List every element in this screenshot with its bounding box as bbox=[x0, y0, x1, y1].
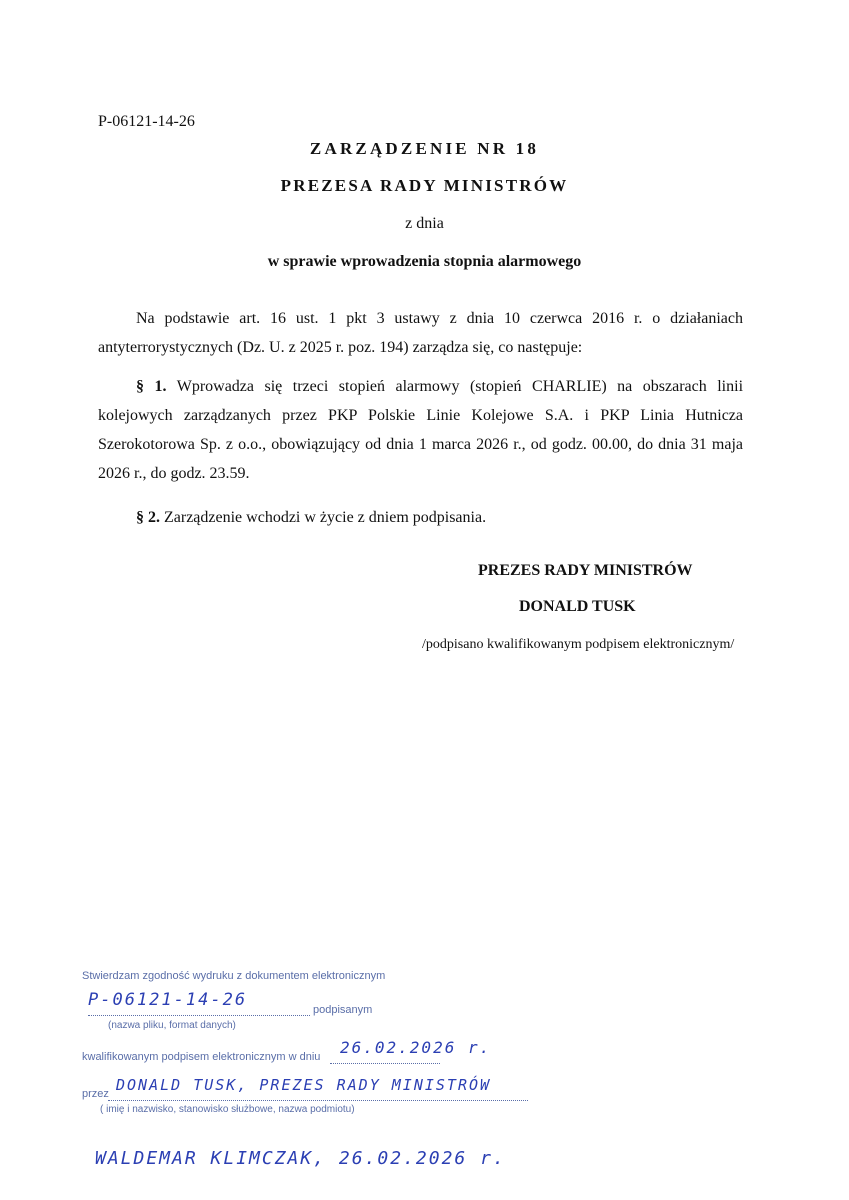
signature-note: /podpisano kwalifikowanym podpisem elektronicznym/ bbox=[422, 637, 735, 652]
stamp-signer-caption: ( imię i nazwisko, stanowisko służbowe, nazwa podmiotu) bbox=[100, 1104, 355, 1115]
section-2-text: Zarządzenie wchodzi w życie z dniem podpisania. bbox=[164, 509, 487, 526]
stamp-qualified-signature-label: kwalifikowanym podpisem elektronicznym w dniu bbox=[82, 1051, 321, 1063]
signatory-name: DONALD TUSK bbox=[519, 598, 636, 615]
document-reference-number: P-06121-14-26 bbox=[98, 113, 195, 130]
stamp-handwritten-file-name: P-06121-14-26 bbox=[88, 990, 248, 1010]
stamp-handwritten-date: 26.02.2026 r. bbox=[340, 1038, 492, 1057]
stamp-file-caption: (nazwa pliku, format danych) bbox=[108, 1020, 236, 1031]
stamp-by-label: przez bbox=[82, 1088, 109, 1100]
stamp-date-dotted-line bbox=[330, 1063, 440, 1064]
document-date-line: z dnia bbox=[405, 215, 444, 232]
document-title: ZARZĄDZENIE NR 18 bbox=[309, 139, 540, 158]
section-2-marker: § 2. bbox=[136, 509, 160, 526]
legal-basis-paragraph: Na podstawie art. 16 ust. 1 pkt 3 ustawy z dnia 10 czerwca 2016 r. o działaniach antyterrorystycznych (Dz. U. z 2025 r. poz. 194) zarządza się, co następuje: bbox=[98, 310, 743, 356]
stamp-file-dotted-line bbox=[88, 1015, 310, 1016]
document-issuer: PREZESA RADY MINISTRÓW bbox=[280, 176, 569, 195]
section-1-marker: § 1. bbox=[136, 378, 167, 395]
section-1-paragraph bbox=[98, 372, 743, 488]
section-1-text: Wprowadza się trzeci stopień alarmowy (stopień CHARLIE) na obszarach linii kolejowych zarządzanych przez PKP Polskie Linie Kolejowe S.A. i PKP Linia Hutnicza Szerokotorowa Sp. z o.o., obowiązujący od dnia 1 marca 2026 r., od godz. 00.00, do dnia 31 maja 2026 r., do godz. 23.59. bbox=[98, 378, 744, 482]
handwritten-certifier-signature: WALDEMAR KLIMCZAK, 26.02.2026 r. bbox=[95, 1148, 506, 1169]
stamp-signed-label: podpisanym bbox=[313, 1004, 373, 1016]
section-2-paragraph bbox=[98, 503, 743, 532]
signatory-title: PREZES RADY MINISTRÓW bbox=[478, 562, 693, 579]
stamp-certification-line: Stwierdzam zgodność wydruku z dokumentem elektronicznym bbox=[82, 970, 386, 982]
stamp-signer-dotted-line bbox=[108, 1100, 528, 1101]
document-subject: w sprawie wprowadzenia stopnia alarmowego bbox=[267, 253, 582, 270]
stamp-handwritten-signer: DONALD TUSK, PREZES RADY MINISTRÓW bbox=[116, 1076, 492, 1094]
